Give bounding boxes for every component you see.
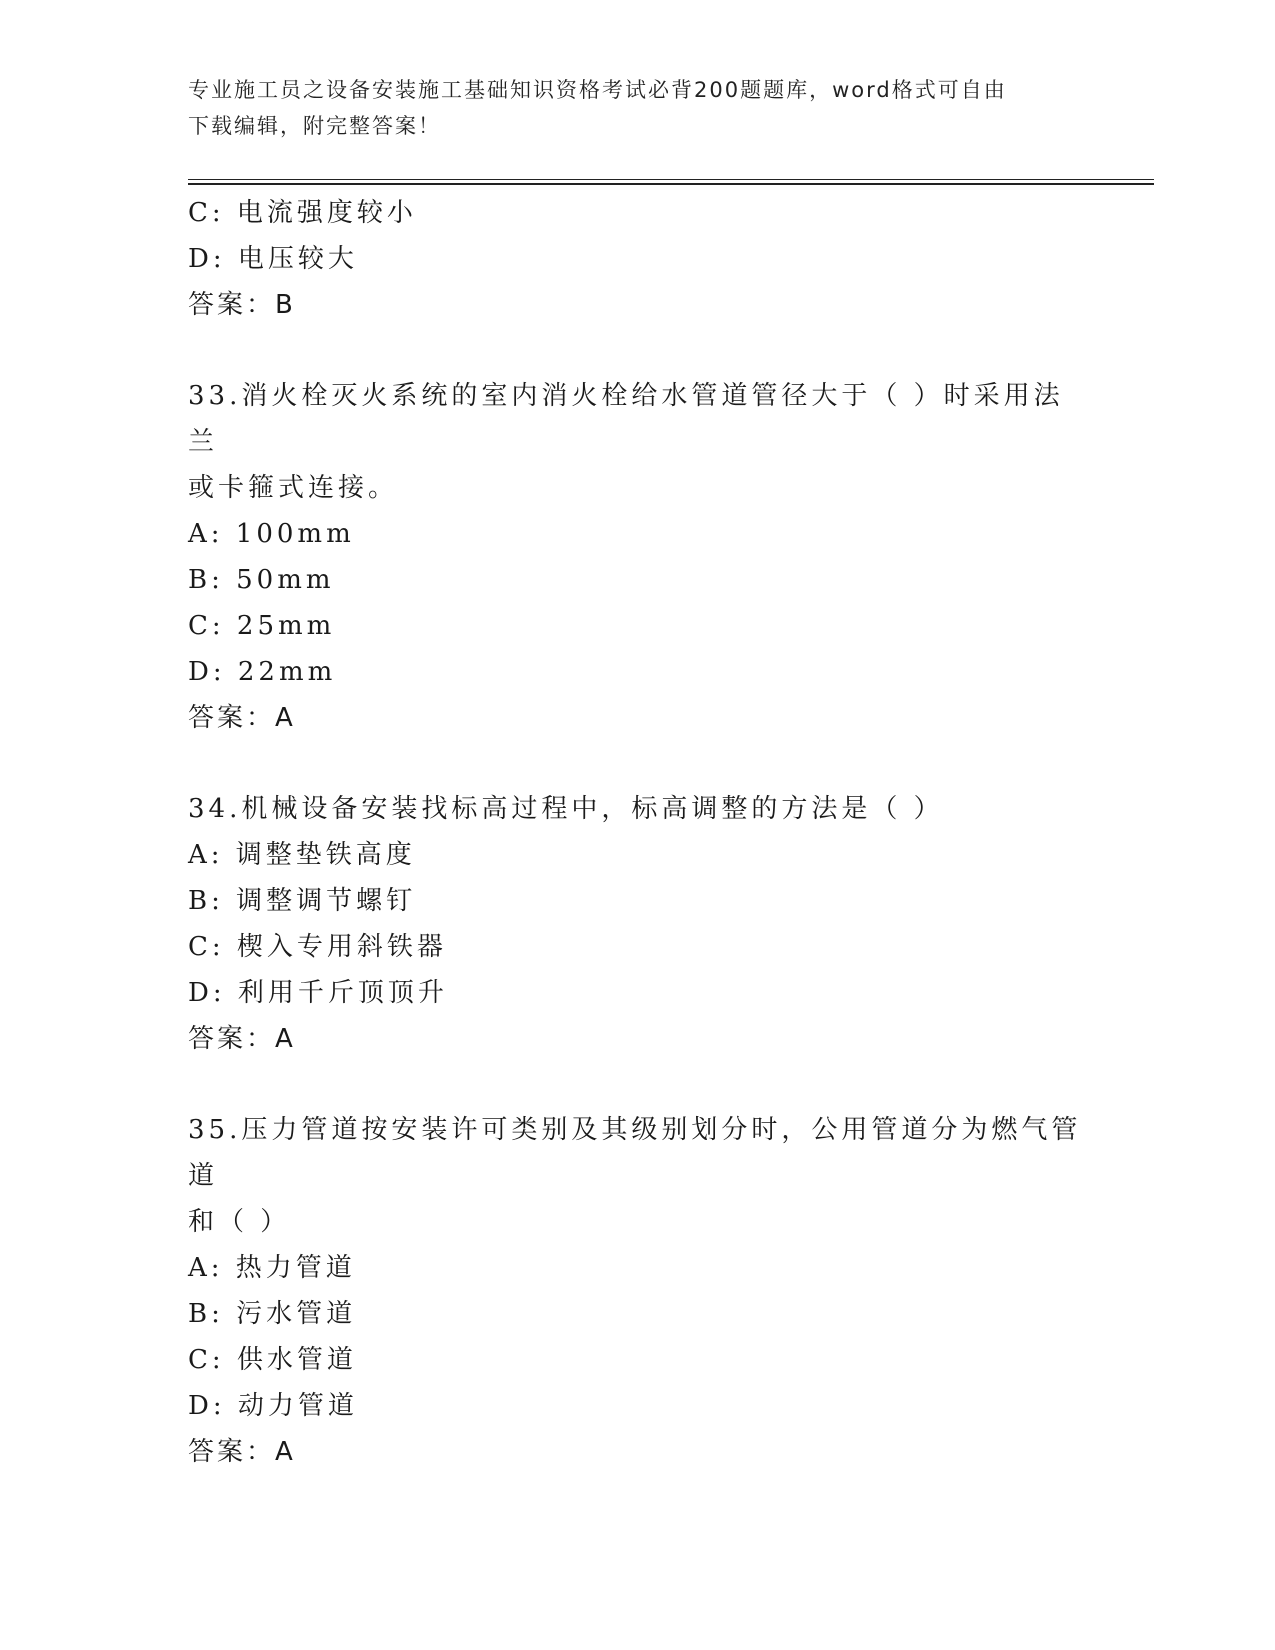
question-text: [188, 373, 1088, 511]
answer-line: 答案：A: [188, 703, 296, 733]
spacer: [188, 328, 1128, 373]
question-text-line-2: 或卡箍式连接。: [188, 473, 399, 503]
header-line-2: 下载编辑，附完整答案！: [188, 114, 441, 138]
question-block-35: [188, 1107, 1128, 1475]
answer-line: 答案：A: [188, 1437, 296, 1467]
question-block-prev: [188, 190, 1128, 328]
option-d: D: 动力管道: [188, 1391, 358, 1421]
option-d: D: 22mm: [188, 657, 337, 687]
question-text: [188, 786, 1088, 832]
header-divider-bottom: [188, 183, 1154, 185]
question-block-34: [188, 786, 1128, 1062]
question-text-line-1: 33.消火栓灭火系统的室内消火栓给水管道管径大于（ ）时采用法兰: [188, 381, 1064, 457]
question-text-line-1: 35.压力管道按安装许可类别及其级别划分时，公用管道分为燃气管道: [188, 1115, 1082, 1191]
option-c: C: 电流强度较小: [188, 198, 417, 228]
option-b: B: 调整调节螺钉: [188, 886, 417, 916]
header-line-1: 专业施工员之设备安装施工基础知识资格考试必背200题题库，word格式可自由: [188, 78, 1007, 102]
header-divider-top: [188, 179, 1154, 180]
option-a: A: 热力管道: [188, 1253, 356, 1283]
spacer: [188, 741, 1128, 786]
option-c: C: 供水管道: [188, 1345, 357, 1375]
option-d: D: 利用千斤顶顶升: [188, 978, 448, 1008]
spacer: [188, 1062, 1128, 1107]
answer-line: 答案：A: [188, 1024, 296, 1054]
question-block-33: [188, 373, 1128, 741]
option-b: B: 50mm: [188, 565, 335, 595]
option-a: A: 调整垫铁高度: [188, 840, 416, 870]
question-list: [188, 190, 1128, 1475]
option-b: B: 污水管道: [188, 1299, 357, 1329]
answer-line: 答案：B: [188, 290, 296, 320]
option-c: C: 楔入专用斜铁器: [188, 932, 447, 962]
question-text-line-1: 34.机械设备安装找标高过程中，标高调整的方法是（ ）: [188, 794, 944, 824]
document-header: [188, 72, 1088, 144]
question-text-line-2: 和（ ）: [188, 1207, 291, 1237]
option-c: C: 25mm: [188, 611, 336, 641]
question-text: [188, 1107, 1088, 1245]
option-a: A: 100mm: [188, 519, 355, 549]
option-d: D: 电压较大: [188, 244, 358, 274]
